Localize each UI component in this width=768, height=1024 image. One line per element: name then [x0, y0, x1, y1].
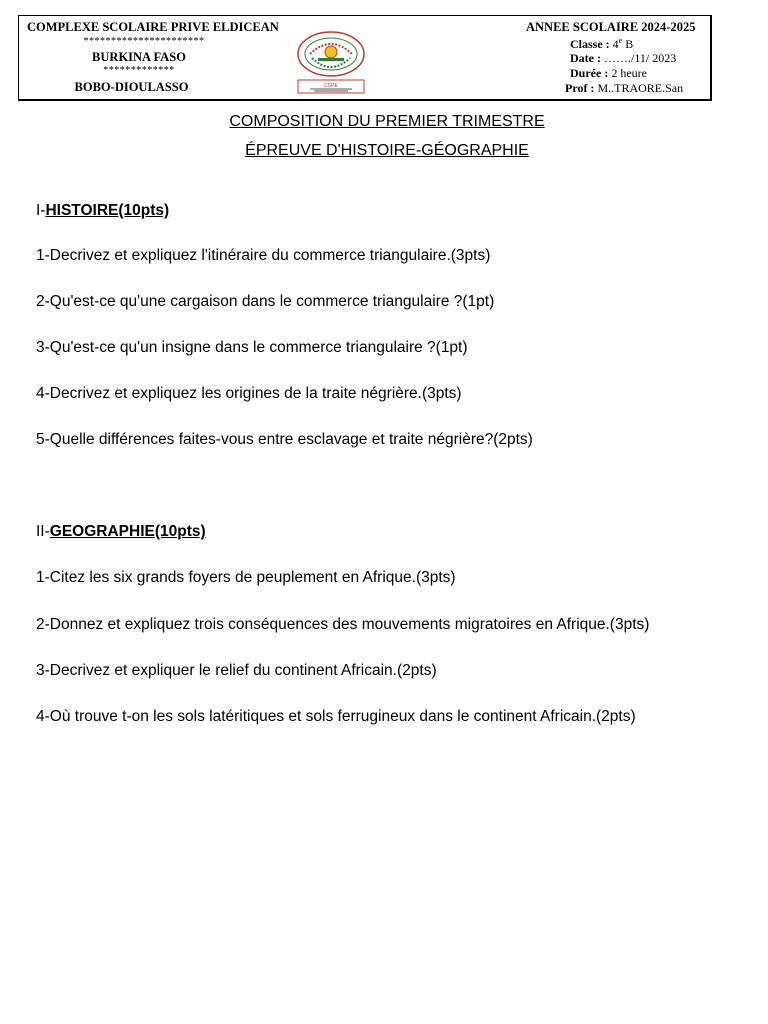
teacher-info: Prof : M..TRAORE.San — [565, 81, 684, 95]
school-logo — [296, 28, 366, 94]
logo-stamp-text: CSPE — [324, 83, 338, 89]
duration-info: Durée : 2 heure — [570, 66, 647, 80]
question-item: 4-Decrivez et expliquez les origines de la traite négrière.(3pts) — [36, 385, 462, 402]
date-info: Date : ……./11/ 2023 — [570, 51, 677, 65]
city-name: BOBO-DIOULASSO — [74, 80, 189, 94]
school-name: COMPLEXE SCOLAIRE PRIVE ELDICEAN — [27, 20, 279, 34]
exam-header — [18, 15, 712, 101]
question-item: 4-Où trouve t-on les sols latéritiques et sols ferrugineux dans le continent Africain.(2pts) — [36, 708, 636, 725]
class-info: Classe : 4e B — [570, 36, 634, 51]
question-item: 5-Quelle différences faites-vous entre esclavage et traite négrière?(2pts) — [36, 431, 533, 448]
exam-title: COMPOSITION DU PREMIER TRIMESTRE — [229, 113, 545, 130]
question-item: 1-Citez les six grands foyers de peuplement en Afrique.(3pts) — [36, 569, 456, 586]
country-name: BURKINA FASO — [92, 50, 186, 64]
question-item: 2-Donnez et expliquez trois conséquences des mouvements migratoires en Afrique.(3pts) — [36, 616, 650, 633]
question-item: 1-Decrivez et expliquez l'itinéraire du commerce triangulaire.(3pts) — [36, 247, 491, 264]
section-geographie-heading: II-GEOGRAPHIE(10pts) — [36, 523, 206, 540]
exam-subject: ÉPREUVE D'HISTOIRE-GÉOGRAPHIE — [245, 142, 529, 159]
question-item: 2-Qu'est-ce qu'une cargaison dans le commerce triangulaire ?(1pt) — [36, 293, 495, 310]
school-year: ANNEE SCOLAIRE 2024-2025 — [526, 20, 696, 34]
separator-stars: ********************** — [83, 36, 205, 47]
question-item: 3-Qu'est-ce qu'un insigne dans le commerce triangulaire ?(1pt) — [36, 339, 468, 356]
question-item: 3-Decrivez et expliquer le relief du continent Africain.(2pts) — [36, 662, 437, 679]
section-histoire-heading: I-HISTOIRE(10pts) — [36, 202, 170, 219]
separator-stars: ************* — [103, 65, 175, 76]
